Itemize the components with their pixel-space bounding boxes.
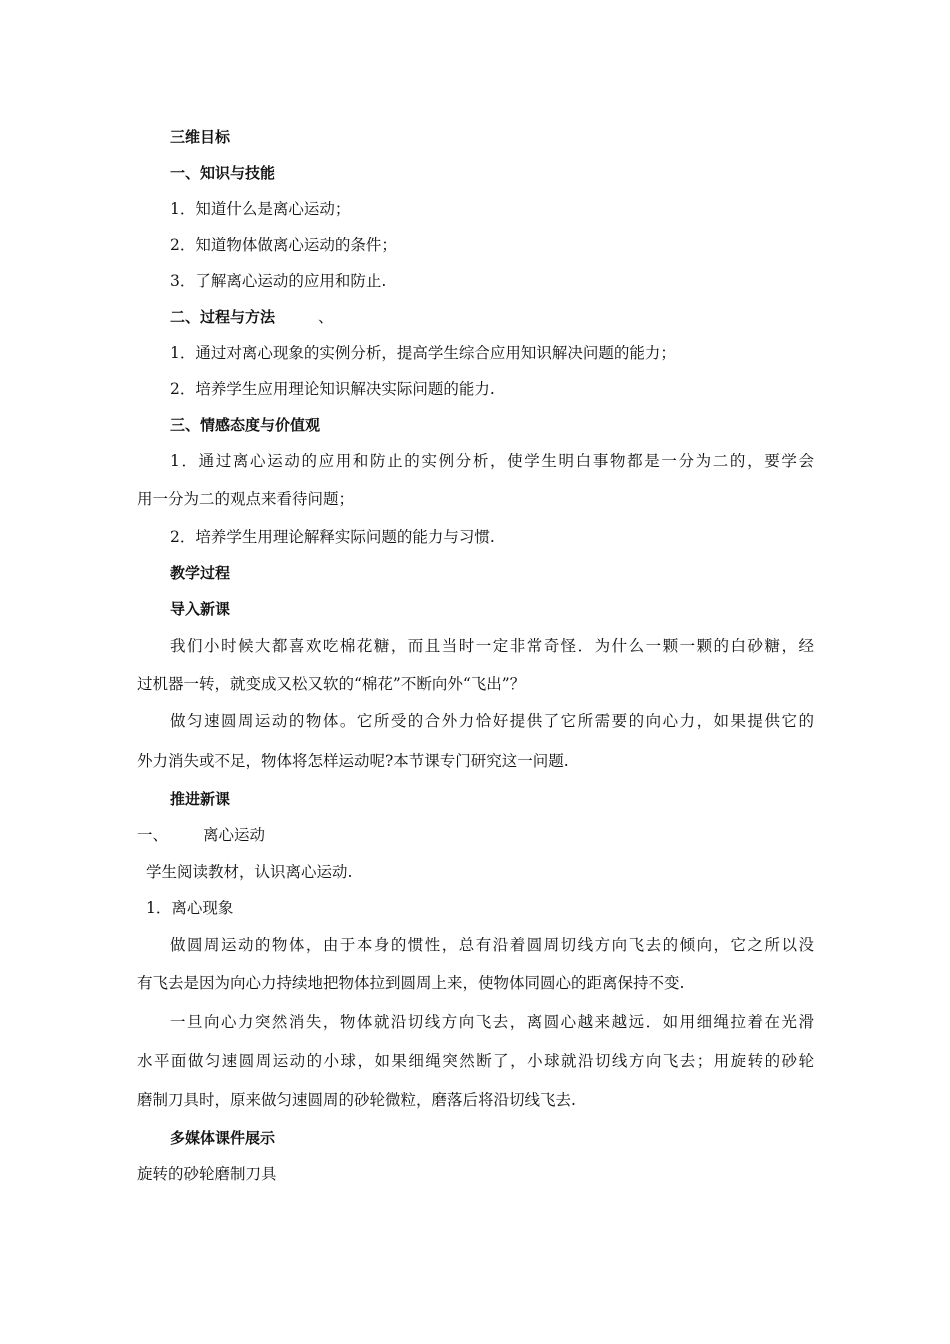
list-item: 2．培养学生应用理论知识解决实际问题的能力. [170, 380, 495, 398]
paragraph-line: 外力消失或不足，物体将怎样运动呢?本节课专门研究这一问题. [137, 752, 569, 770]
section-title-centrifugal-motion: 离心运动 [203, 826, 266, 844]
section-process-method-title: 二、过程与方法 [170, 308, 276, 326]
stray-mark: 、 [318, 308, 334, 326]
paragraph-line: 做匀速圆周运动的物体。它所受的合外力恰好提供了它所需要的向心力，如果提供它的 [170, 712, 814, 730]
heading-teaching-process: 教学过程 [170, 564, 231, 582]
paragraph-line: 做圆周运动的物体，由于本身的惯性，总有沿着圆周切线方向飞去的倾向，它之所以没 [170, 936, 814, 954]
section-knowledge-skills-title: 一、知识与技能 [170, 164, 276, 182]
paragraph-line: 用一分为二的观点来看待问题； [137, 490, 355, 508]
list-item: 1．通过对离心现象的实例分析，提高学生综合应用知识解决问题的能力； [170, 344, 676, 362]
section-attitude-values-title: 三、情感态度与价值观 [170, 416, 321, 434]
list-item: 1．知道什么是离心运动； [170, 200, 351, 218]
heading-multimedia: 多媒体课件展示 [170, 1129, 276, 1147]
list-item: 2．知道物体做离心运动的条件； [170, 236, 397, 254]
list-item: 3．了解离心运动的应用和防止. [170, 272, 387, 290]
subsection-title: 1．离心现象 [146, 899, 234, 917]
section-number: 一、 [137, 826, 169, 844]
list-item: 2．培养学生用理论解释实际问题的能力与习惯. [170, 528, 495, 546]
paragraph-line: 磨制刀具时，原来做匀速圆周的砂轮微粒，磨落后将沿切线飞去. [137, 1091, 576, 1109]
paragraph-line: 学生阅读教材，认识离心运动. [146, 863, 353, 881]
heading-new-lesson: 推进新课 [170, 790, 231, 808]
paragraph-line: 我们小时候大都喜欢吃棉花糖，而且当时一定非常奇怪．为什么一颗一颗的白砂糖，经 [170, 637, 814, 655]
heading-three-dimensional-goals: 三维目标 [170, 128, 231, 146]
paragraph-line: 水平面做匀速圆周运动的小球，如果细绳突然断了，小球就沿切线方向飞去；用旋转的砂轮 [137, 1052, 814, 1070]
paragraph-line: 过机器一转，就变成又松又软的“棉花”不断向外“飞出”？ [137, 675, 526, 693]
paragraph-line: 旋转的砂轮磨制刀具 [137, 1165, 277, 1183]
heading-intro: 导入新课 [170, 600, 231, 618]
paragraph-line: 1．通过离心运动的应用和防止的实例分析，使学生明白事物都是一分为二的，要学会 [170, 452, 814, 470]
paragraph-line: 一旦向心力突然消失，物体就沿切线方向飞去，离圆心越来越远．如用细绳拉着在光滑 [170, 1013, 814, 1031]
paragraph-line: 有飞去是因为向心力持续地把物体拉到圆周上来，使物体同圆心的距离保持不变. [137, 974, 685, 992]
